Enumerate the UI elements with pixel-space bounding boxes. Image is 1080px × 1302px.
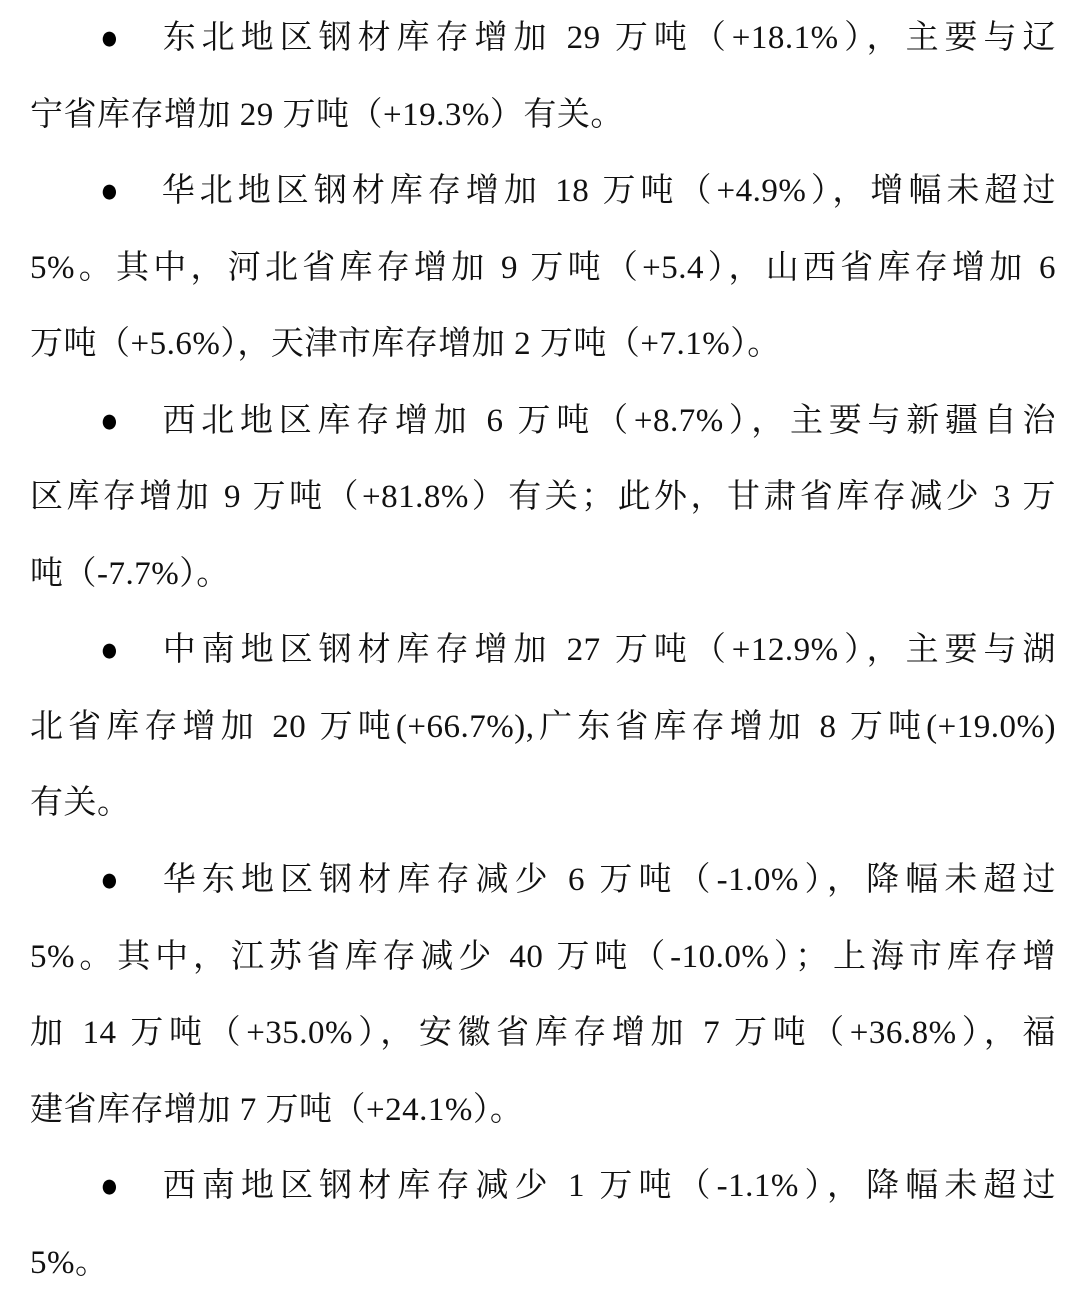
text-line	[30, 383, 1056, 460]
paragraph-central-south	[30, 612, 1056, 842]
text-line: 宁省库存增加 29 万吨（+19.3%）有关。	[30, 96, 624, 133]
text-line	[30, 1148, 1056, 1225]
text-line	[30, 612, 1056, 689]
bullet-icon: ●	[100, 859, 120, 900]
paragraph-north-china	[30, 153, 1056, 383]
paragraph-northwest	[30, 383, 1056, 613]
text-line	[30, 842, 1056, 919]
text-segment: 西南地区钢材库存减少 1 万吨（-1.1%），降幅未超过	[157, 1168, 1056, 1205]
paragraph-northeast	[30, 0, 1056, 153]
paragraph-southwest	[30, 1148, 1056, 1301]
text-line: 5%。其中，江苏省库存减少 40 万吨（-10.0%）；上海市库存增	[30, 938, 1056, 975]
text-segment: 东北地区钢材库存增加 29 万吨（+18.1%），主要与辽	[157, 20, 1056, 56]
text-line: 北省库存增加 20 万吨(+66.7%),广东省库存增加 8 万吨(+19.0%)	[30, 708, 1056, 745]
text-line	[30, 153, 1056, 230]
bullet-icon: ●	[100, 630, 120, 670]
text-line: 加 14 万吨（+35.0%），安徽省库存增加 7 万吨（+36.8%），福	[30, 1015, 1056, 1052]
text-segment: 中南地区钢材库存增加 27 万吨（+12.9%），主要与湖	[157, 632, 1056, 669]
text-line	[30, 0, 1056, 77]
bullet-icon: ●	[100, 400, 120, 440]
text-line: 有关。	[30, 785, 131, 822]
text-line: 5%。	[30, 1244, 109, 1281]
bullet-icon: ●	[100, 17, 120, 58]
text-segment: 华北地区钢材库存增加 18 万吨（+4.9%），增幅未超过	[157, 173, 1056, 210]
text-segment: 华东地区钢材库存减少 6 万吨（-1.0%），降幅未超过	[157, 862, 1056, 899]
text-line: 区库存增加 9 万吨（+81.8%）有关；此外，甘肃省库存减少 3 万	[30, 479, 1056, 516]
bullet-icon: ●	[100, 1166, 120, 1206]
bullet-icon: ●	[100, 170, 120, 211]
text-line: 万吨（+5.6%），天津市库存增加 2 万吨（+7.1%）。	[30, 326, 781, 363]
paragraph-east-china	[30, 842, 1056, 1148]
text-line: 建省库存增加 7 万吨（+24.1%）。	[30, 1091, 524, 1128]
text-line: 5%。其中，河北省库存增加 9 万吨（+5.4），山西省库存增加 6	[30, 249, 1056, 286]
text-segment: 西北地区库存增加 6 万吨（+8.7%），主要与新疆自治	[157, 402, 1056, 439]
text-line: 吨（-7.7%）。	[30, 555, 230, 592]
